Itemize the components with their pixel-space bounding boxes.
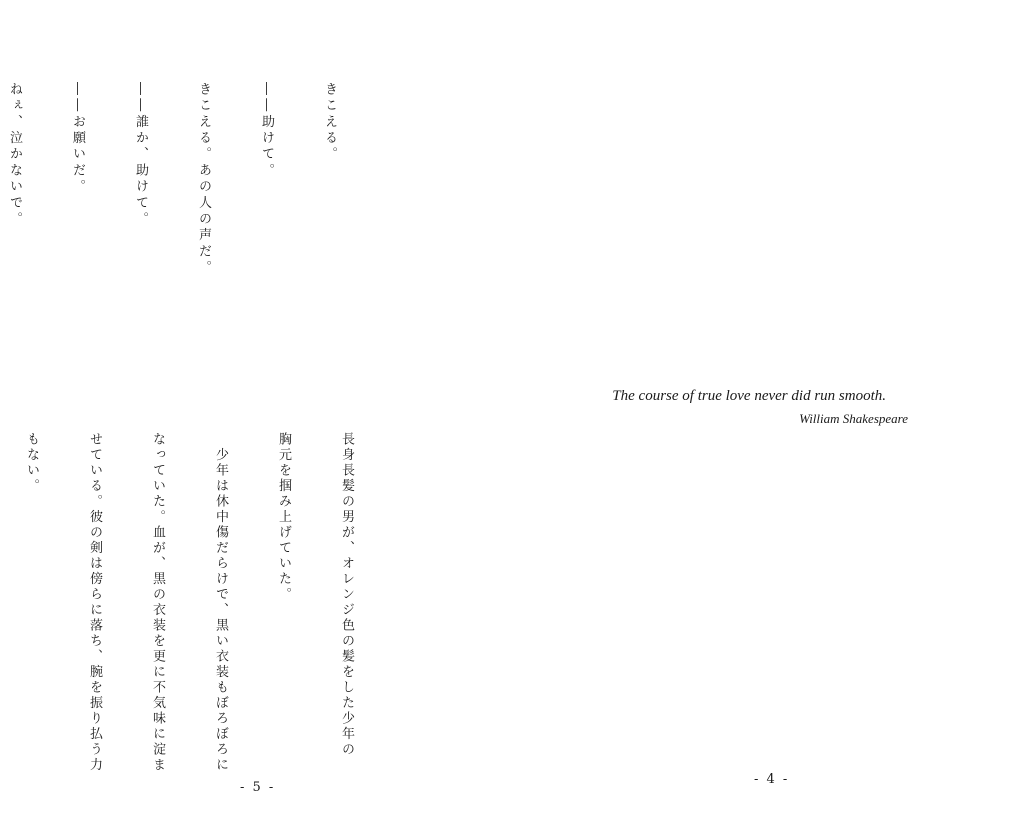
- text-line: ――誰か、助けて。: [133, 82, 148, 228]
- page-number: - 5 -: [240, 780, 276, 795]
- text-line: ――お願いだ。: [70, 82, 85, 196]
- page-number: - 4 -: [754, 772, 790, 787]
- text-line: なっていた。血が、黒の衣装を更に不気味に淀ま: [150, 432, 165, 773]
- epigraph-attribution: William Shakespeare: [799, 411, 908, 426]
- text-line: 長身長髪の男が、オレンジ色の髪をした少年の: [339, 432, 354, 758]
- text-line: きこえる。: [322, 82, 337, 163]
- epigraph-quote: The course of true love never did run smooth.: [612, 388, 886, 404]
- text-line: ――助けて。: [259, 82, 274, 180]
- poem-block: [0, 82, 382, 312]
- prose-block: [0, 432, 399, 777]
- text-line: きこえる。あの人の声だ。: [196, 82, 211, 277]
- text-line: 胸元を掴み上げていた。: [276, 432, 291, 603]
- text-line: 少年は休中傷だらけで、黒い衣装もぼろぼろに: [213, 432, 228, 773]
- right-page: [512, 0, 1024, 836]
- text-line: もない。: [24, 432, 39, 494]
- text-line: せている。彼の剣は傍らに落ち、腕を振り払う力: [87, 432, 102, 773]
- text-line: ねぇ、泣かないで。: [7, 82, 22, 228]
